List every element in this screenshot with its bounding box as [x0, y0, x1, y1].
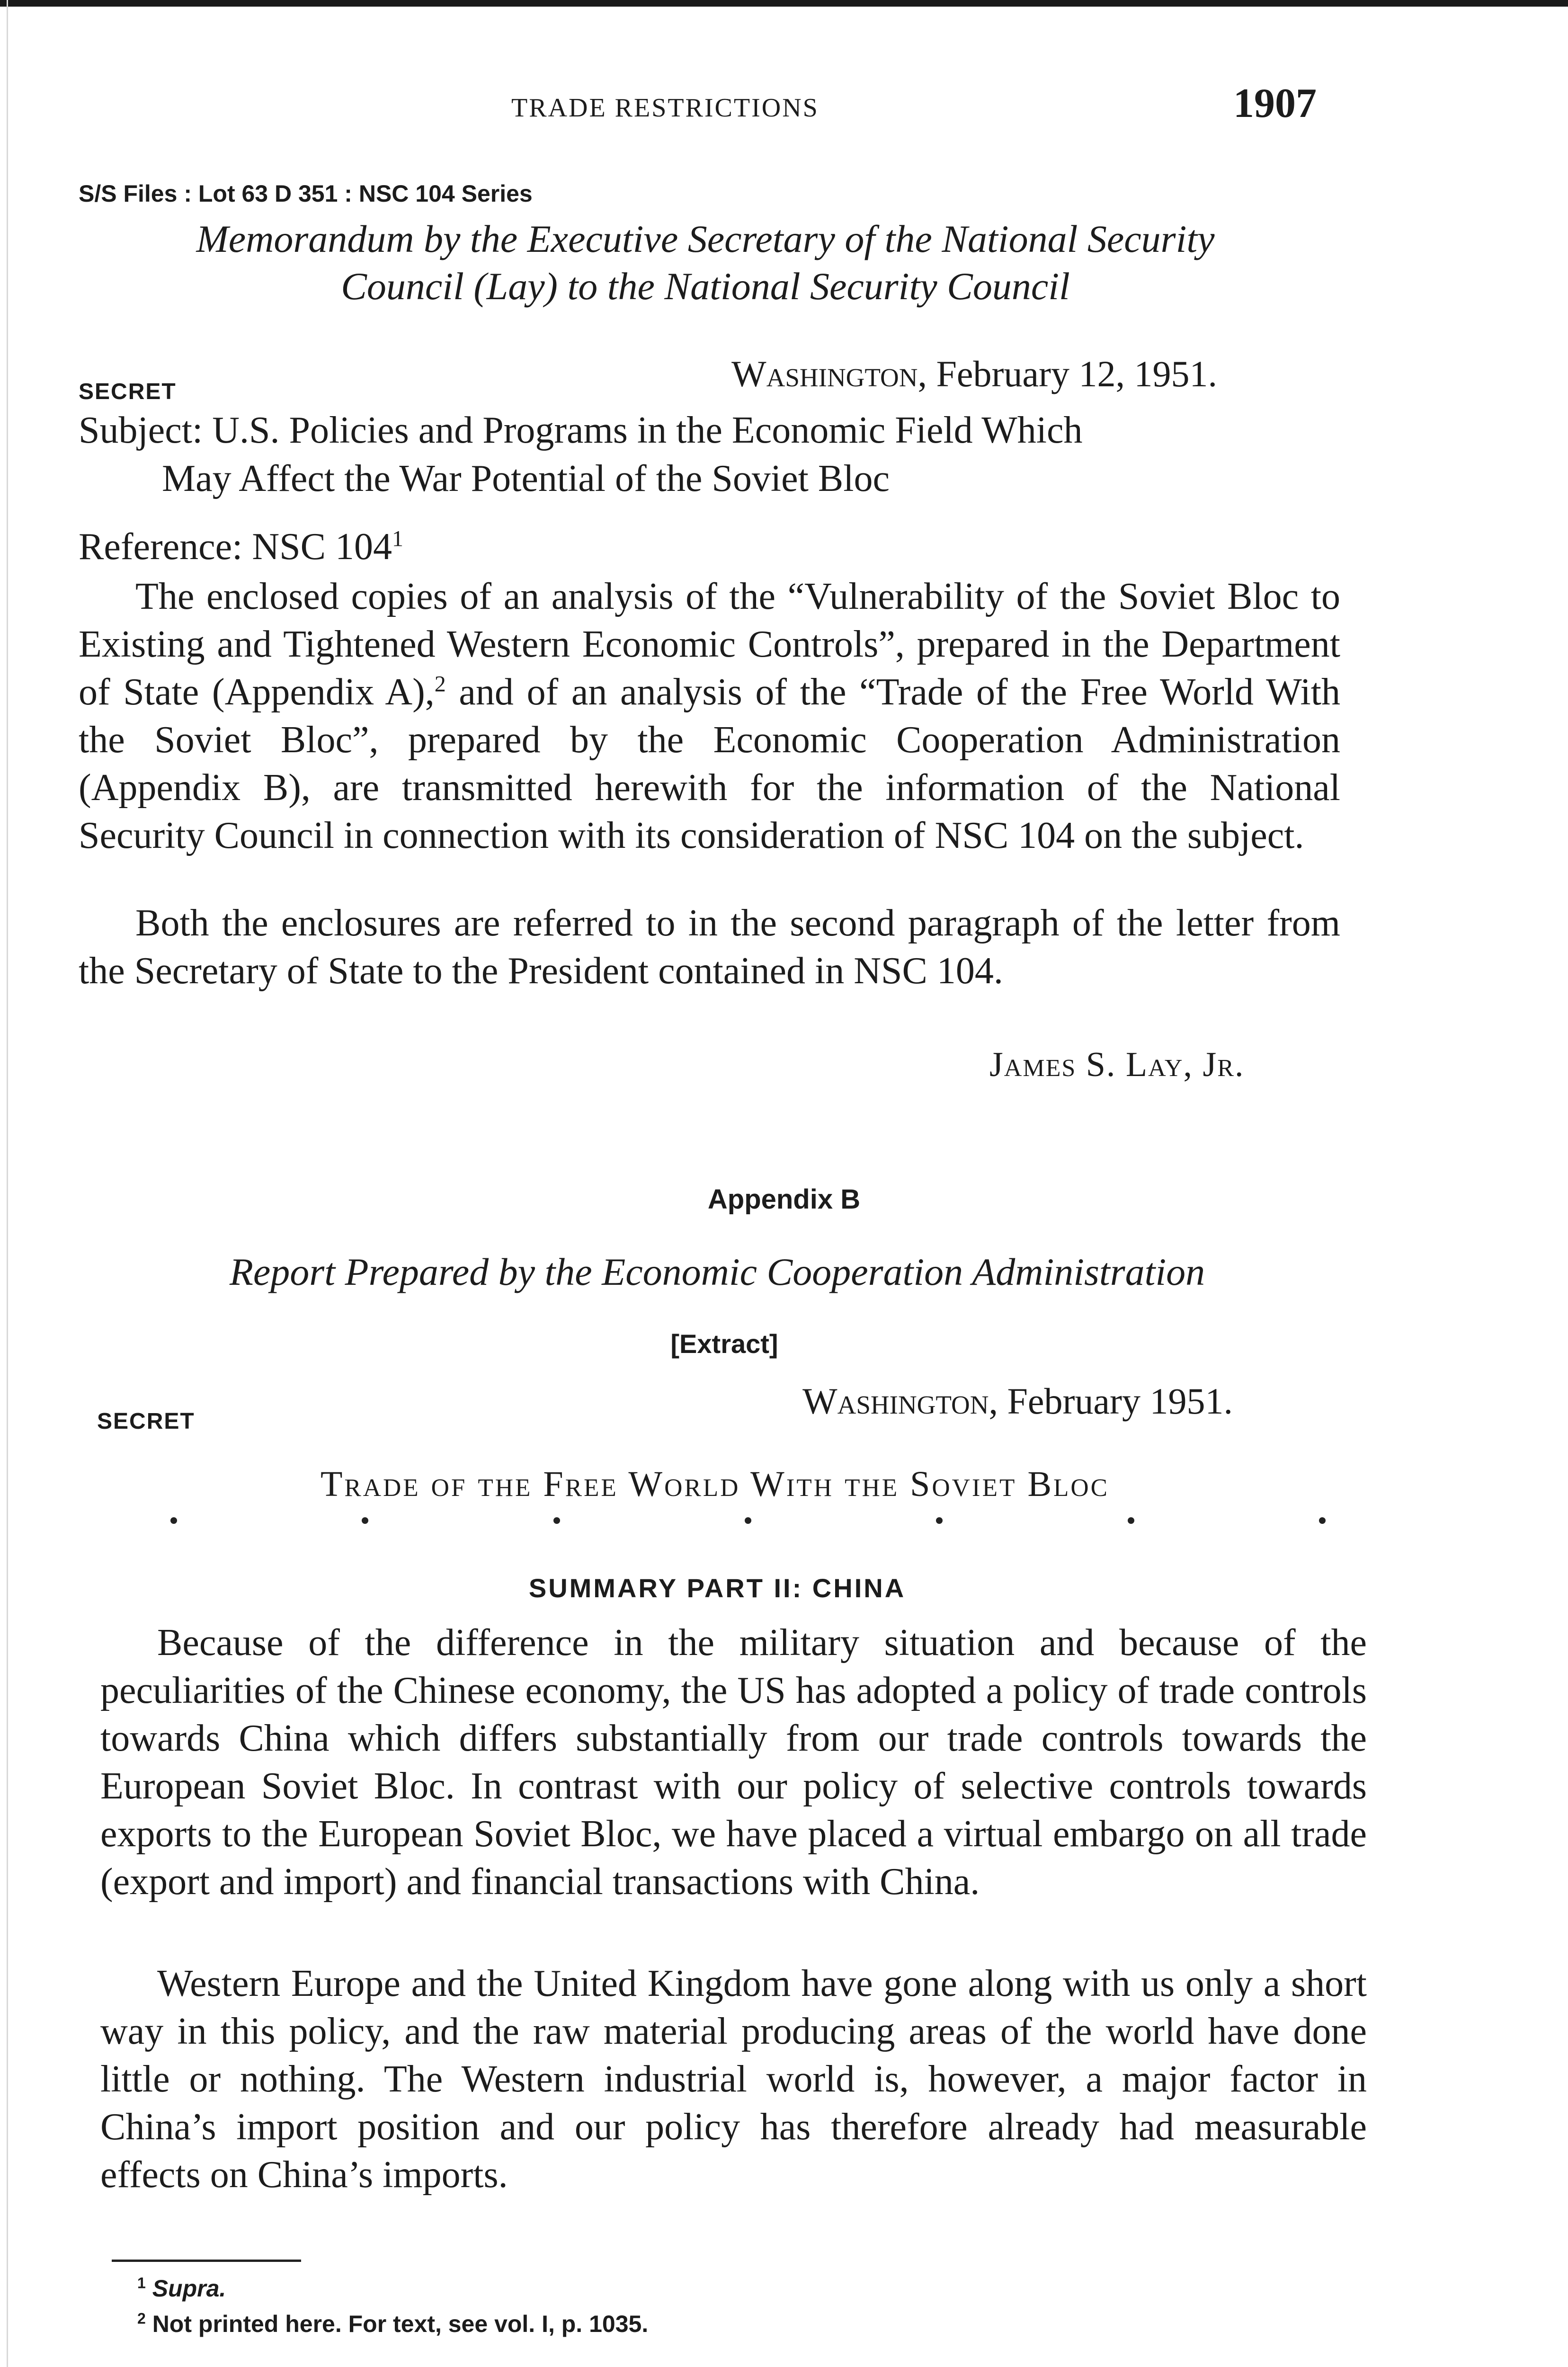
- appendix-paragraph-1: Because of the difference in the military situation and because of the peculiarities of the Chinese economy, the US has adopted a policy of trade controls towards China which differs substantially from our trade controls towards the European Soviet Bloc. In contrast with our policy of selective controls towards exports to the European Soviet Bloc, we have placed a virtual embargo on all trade (export and import) and financial transactions with China.: [100, 1622, 1367, 1903]
- subject-line-1: U.S. Policies and Programs in the Economic Field Which: [212, 409, 1083, 451]
- ellipsis-dot: [170, 1517, 177, 1524]
- memo-paragraph-1-text-a: The enclosed copies of an analysis of the “Vulnerability of the Soviet Bloc to Existing and Tightened Western Economic Controls”, prepared in the Department of State (Appendix A),: [79, 576, 1340, 713]
- running-title: TRADE RESTRICTIONS: [511, 93, 819, 123]
- footnote-1-text: Supra.: [152, 2275, 226, 2302]
- ellipsis-dot: [745, 1517, 751, 1524]
- subject-label: Subject:: [79, 409, 203, 451]
- ellipsis-dot: [362, 1517, 368, 1524]
- appendix-date: February 1951.: [1007, 1380, 1233, 1422]
- appendix-dateline: [802, 1380, 1233, 1423]
- section-title: Trade of the Free World With the Soviet Bloc: [320, 1464, 1110, 1504]
- page-number: 1907: [1233, 80, 1317, 126]
- appendix-classification: SECRET: [97, 1409, 195, 1434]
- footnote-rule: [112, 2260, 301, 2262]
- footnote-2-mark: 2: [137, 2310, 146, 2327]
- file-reference: S/S Files : Lot 63 D 351 : NSC 104 Series: [79, 180, 533, 207]
- footnote-2-text: Not printed here. For text, see vol. I, p. 1035.: [152, 2311, 649, 2337]
- appendix-label: Appendix B: [707, 1184, 861, 1215]
- reference-label: Reference:: [79, 526, 243, 568]
- footnote-marker-1: 1: [392, 526, 404, 552]
- footnote-marker-2: 2: [434, 671, 446, 697]
- memo-reference: [79, 525, 403, 569]
- memo-date: February 12, 1951.: [936, 353, 1218, 394]
- memo-paragraph-2: Both the enclosures are referred to in the second paragraph of the letter from the Secretary of State to the President contained in NSC 104.: [79, 902, 1340, 992]
- appendix-paragraph-2: Western Europe and the United Kingdom have gone along with us only a short way in this policy, and the raw material producing areas of the world have done little or nothing. The Western industrial world is, however, a major factor in China’s import position and our policy has therefore already had measurable effects on China’s imports.: [100, 1963, 1367, 2196]
- footnote-1: [137, 2275, 226, 2302]
- report-title: Report Prepared by the Economic Cooperation Administration: [229, 1250, 1205, 1293]
- memo-title: [76, 215, 1335, 310]
- summary-heading: SUMMARY PART II: CHINA: [528, 1573, 906, 1603]
- memo-date-place: Washington,: [731, 353, 927, 394]
- footnote-1-mark: 1: [137, 2274, 146, 2292]
- ellipsis-dot: [553, 1517, 560, 1524]
- ellipsis-dot: [1128, 1517, 1134, 1524]
- appendix-date-place: Washington,: [802, 1380, 998, 1422]
- memo-dateline: [731, 353, 1217, 395]
- extract-label: [Extract]: [670, 1329, 778, 1359]
- ellipsis-dot: [936, 1517, 943, 1524]
- memo-subject: [79, 406, 1338, 503]
- memo-paragraph-1-text-b: and of an analysis of the “Trade of the Free World With the Soviet Bloc”, prepared by the Economic Cooperation Administration (Appendix B), are transmitted herewith for the information of the National Security Council in connection with its consideration of NSC 104 on the subject.: [79, 671, 1341, 856]
- reference-value: NSC 104: [252, 526, 392, 568]
- memo-classification: SECRET: [79, 379, 177, 404]
- memo-title-line-1: Memorandum by the Executive Secretary of the National Security: [196, 217, 1215, 260]
- signature: James S. Lay, Jr.: [989, 1045, 1245, 1084]
- footnote-2: [137, 2310, 648, 2338]
- ellipsis-dots: [170, 1517, 1326, 1524]
- memo-paragraph-1: [79, 573, 1340, 860]
- ellipsis-dot: [1319, 1517, 1326, 1524]
- memo-title-line-2: Council (Lay) to the National Security Council: [341, 265, 1070, 308]
- page-top-edge: [0, 0, 1568, 7]
- subject-line-2: May Affect the War Potential of the Soviet Bloc: [162, 458, 890, 499]
